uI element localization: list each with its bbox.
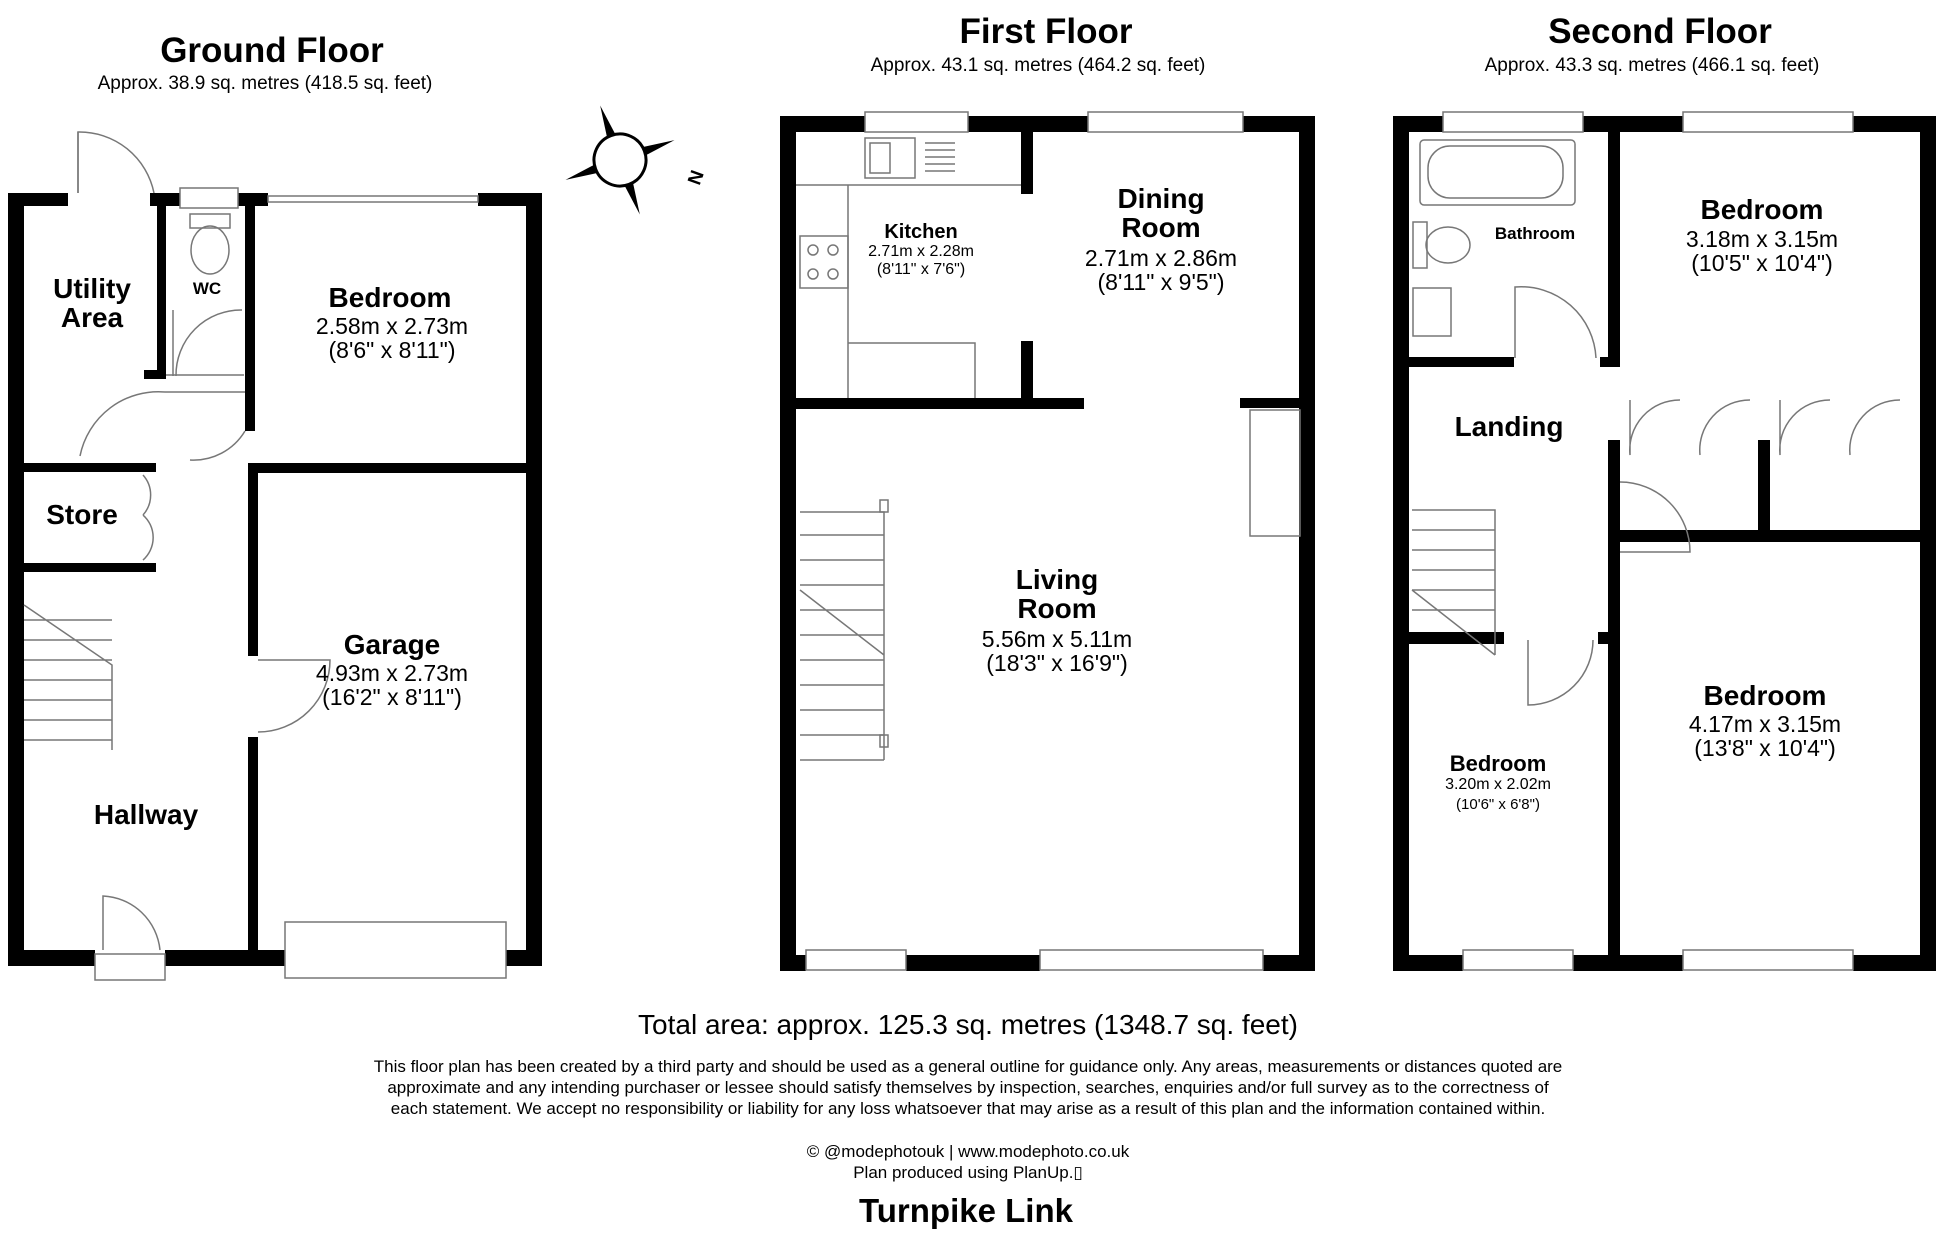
kitchen-dims-m: 2.71m x 2.28m (868, 243, 974, 260)
kitchen-dims-ft: (8'11" x 7'6") (876, 261, 966, 278)
living-room-name: Living Room (1015, 564, 1099, 625)
disclaimer-line-3: each statement. We accept no responsibility or liability for any loss whatsoever that may arise as a result of this plan and the information contained within. (390, 1099, 1546, 1118)
second-bedroom-3-dims-m: 3.20m x 2.02m (1445, 776, 1551, 793)
wc-label: WC (192, 279, 222, 298)
garage-dims-ft: (16'2" x 8'11") (322, 684, 462, 710)
compass-north-label: N (684, 167, 709, 188)
living-room-dims-m: 5.56m x 5.11m (981, 626, 1133, 652)
second-bedroom-2-dims-ft: (13'8" x 10'4") (1694, 735, 1836, 761)
ground-floor-area: Approx. 38.9 sq. metres (418.5 sq. feet) (97, 73, 433, 94)
hallway-label: Hallway (93, 799, 199, 830)
second-bedroom-1-name: Bedroom (1700, 194, 1824, 225)
garage-dims-m: 4.93m x 2.73m (315, 660, 469, 686)
landing-label: Landing (1454, 411, 1564, 442)
utility-area-label: Utility Area (53, 273, 131, 334)
second-bedroom-3-dims-ft: (10'6" x 6'8") (1456, 796, 1540, 813)
second-bedroom-2-name: Bedroom (1703, 680, 1827, 711)
garage-name: Garage (343, 629, 441, 660)
second-bedroom-1-dims-ft: (10'5" x 10'4") (1691, 250, 1833, 276)
second-bedroom-2-dims-m: 4.17m x 3.15m (1688, 711, 1842, 737)
living-room-dims-ft: (18'3" x 16'9") (986, 650, 1128, 676)
kitchen-name: Kitchen (884, 221, 958, 243)
first-floor-area: Approx. 43.1 sq. metres (464.2 sq. feet) (870, 55, 1206, 76)
first-floor-title: First Floor (959, 12, 1133, 51)
dining-room-dims-m: 2.71m x 2.86m (1084, 245, 1238, 271)
disclaimer-line-1: This floor plan has been created by a third party and should be used as a general outline for guidance only. Any areas, measurements or distances quoted are (373, 1057, 1563, 1076)
dining-room-dims-ft: (8'11" x 9'5") (1097, 269, 1225, 295)
ground-floor-title: Ground Floor (160, 31, 384, 70)
credit-line-2: Plan produced using PlanUp.▯ (853, 1163, 1083, 1182)
ground-bedroom-name: Bedroom (328, 282, 452, 313)
credit-line-1: © @modephotouk | www.modephoto.co.uk (806, 1142, 1130, 1161)
ground-bedroom-dims-ft: (8'6" x 8'11") (328, 337, 456, 363)
second-floor-title: Second Floor (1548, 12, 1772, 51)
total-area: Total area: approx. 125.3 sq. metres (1348.7 sq. feet) (638, 1009, 1298, 1040)
ground-bedroom-dims-m: 2.58m x 2.73m (315, 313, 469, 339)
compass-rose (546, 86, 695, 235)
ground-floor-fixtures (24, 132, 506, 980)
second-floor-area: Approx. 43.3 sq. metres (466.1 sq. feet) (1484, 55, 1820, 76)
bathroom-label: Bathroom (1494, 224, 1576, 243)
disclaimer-line-2: approximate and any intending purchaser or lessee should satisfy themselves by inspection, searches, enquiries and/or full survey as to the correctness of (387, 1078, 1549, 1097)
second-floor-plan (1393, 116, 1936, 971)
second-bedroom-3-name: Bedroom (1449, 751, 1547, 776)
property-address: Turnpike Link (859, 1192, 1073, 1229)
second-bedroom-1-dims-m: 3.18m x 3.15m (1685, 226, 1839, 252)
store-label: Store (46, 499, 118, 530)
dining-room-name: Dining Room (1117, 183, 1205, 244)
